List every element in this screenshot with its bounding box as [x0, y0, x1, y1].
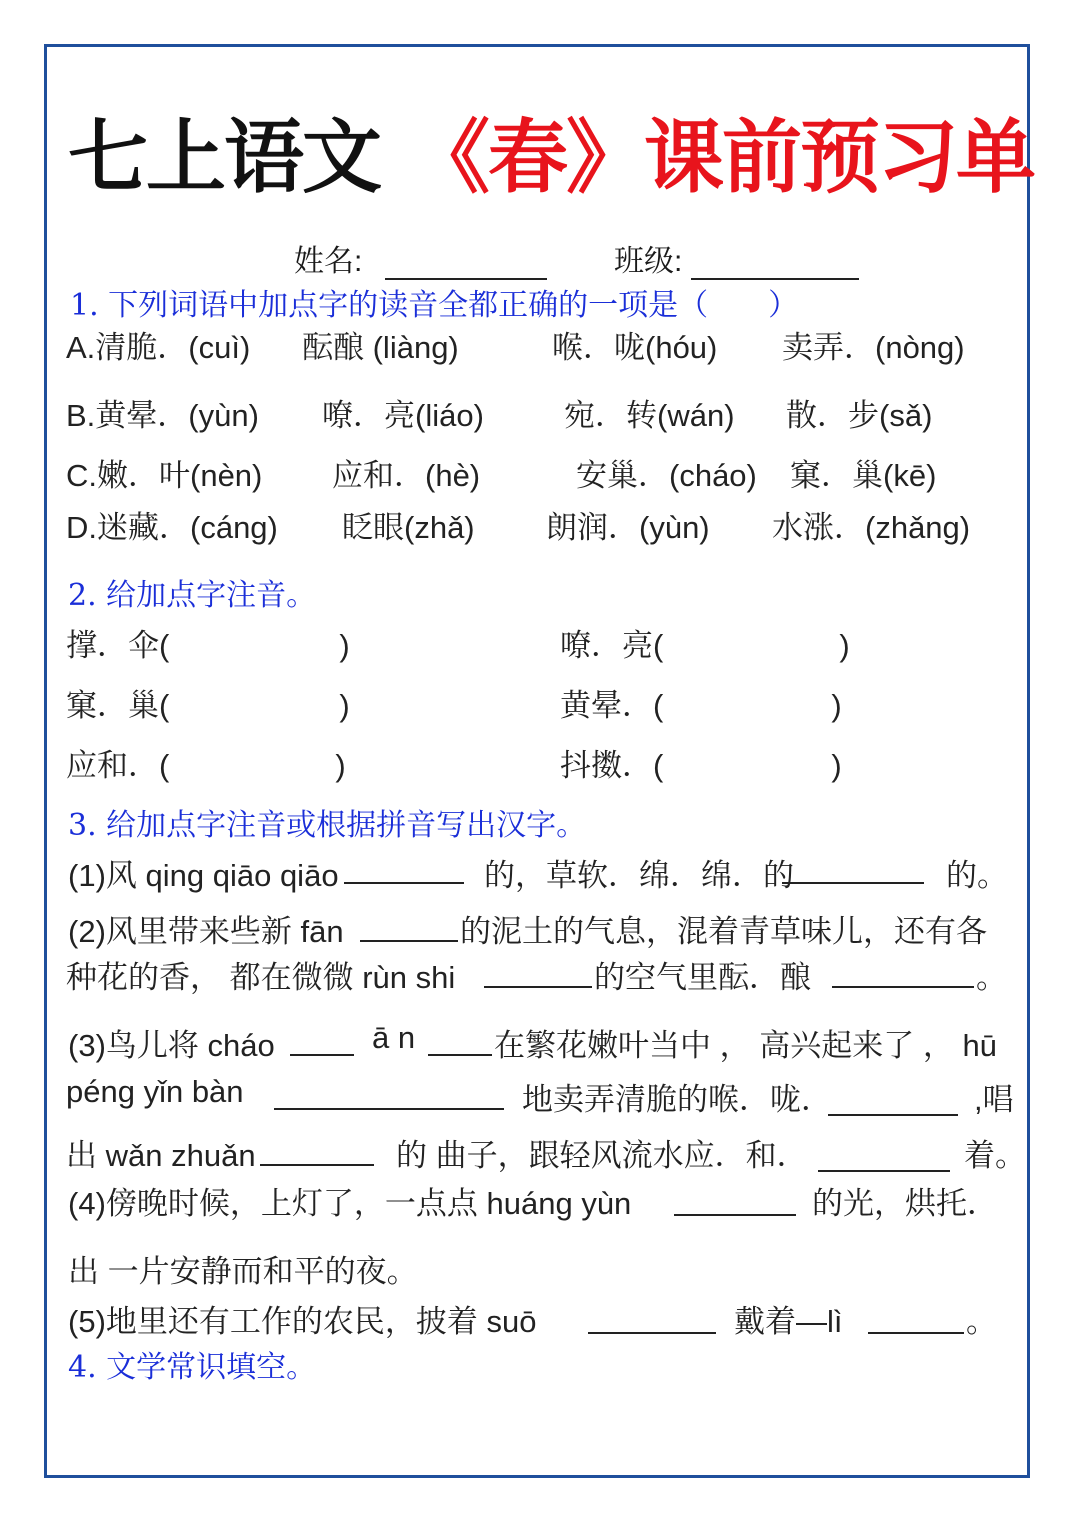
q3-line-9b: 戴着—lì	[734, 1304, 843, 1339]
q1-option-d-1: D.迷藏．(cáng)	[66, 510, 278, 545]
q2-item-1-word: 撑．伞(	[66, 628, 170, 663]
q3-line-6a: 出 wǎn zhuǎn	[66, 1138, 256, 1173]
q3-line-6c: 着。	[964, 1138, 1026, 1173]
q1-option-a-1: A.清脆．(cuì)	[66, 330, 251, 365]
q1-option-c-2: 应和．(hè)	[332, 458, 481, 493]
q1-option-b-4: 散．步(sǎ)	[786, 398, 933, 433]
q3-blank-1[interactable]	[344, 882, 464, 884]
q2-item-2-word: 嘹．亮(	[560, 628, 664, 663]
q3-line-2b: 的泥土的气息，混着青草味儿，还有各	[460, 914, 987, 949]
q1-option-d-2: 眨眼(zhǎ)	[342, 510, 475, 545]
q3-line-9a: (5)地里还有工作的农民，披着 suō	[68, 1304, 537, 1339]
q3-line-2a: (2)风里带来些新 fān	[68, 914, 344, 949]
q1-option-c-1: C.嫩．叶(nèn)	[66, 458, 263, 493]
title-subject: 七上语文	[68, 113, 380, 202]
q3-blank-11[interactable]	[818, 1170, 950, 1172]
q3-blank-7[interactable]	[428, 1054, 492, 1056]
q3-line-7a: (4)傍晚时候，上灯了，一点点 huáng yùn	[68, 1186, 632, 1221]
q3-line-1c: 的。	[946, 858, 1008, 893]
q1-option-b-3: 宛．转(wán)	[564, 398, 735, 433]
q3-line-9c: 。	[966, 1304, 997, 1339]
q3-line-4b: ā n	[372, 1020, 416, 1055]
q3-line-6b: 的 曲子，跟轻风流水应．和．	[396, 1138, 808, 1173]
q1-option-b-1: B.黄晕．(yùn)	[66, 398, 259, 433]
q1-option-d-4: 水涨．(zhǎng)	[772, 510, 971, 545]
q1-option-b-2: 嘹．亮(liáo)	[322, 398, 484, 433]
q2-item-4-close: )	[831, 688, 842, 723]
question-4-heading: 4. 文学常识填空。	[68, 1350, 317, 1385]
class-blank[interactable]	[691, 250, 859, 280]
question-2-heading: 2. 给加点字注音。	[68, 578, 317, 613]
q2-item-5[interactable]	[66, 740, 346, 785]
q2-item-4-word: 黄晕．(	[560, 688, 664, 723]
q3-line-4a: (3)鸟儿将 cháo	[68, 1028, 275, 1063]
q3-line-5a: péng yǐn bàn	[66, 1074, 244, 1109]
q2-item-5-close: )	[335, 748, 346, 783]
q3-line-5b: 地卖弄清脆的喉．咙．	[522, 1082, 832, 1117]
q2-item-3-close: )	[339, 688, 350, 723]
class-field[interactable]	[614, 236, 859, 280]
class-label: 班级:	[614, 245, 683, 278]
q3-blank-4[interactable]	[484, 986, 592, 988]
q2-item-6-close: )	[831, 748, 842, 783]
q3-blank-2[interactable]	[782, 882, 924, 884]
q2-item-6-word: 抖擞．(	[560, 748, 664, 783]
q3-line-3c: 。	[976, 960, 1007, 995]
q3-blank-10[interactable]	[260, 1164, 374, 1166]
q1-option-a-2: 酝酿 (liàng)	[302, 330, 459, 365]
q2-item-4[interactable]	[560, 680, 842, 725]
q3-line-1a: (1)风 qing qiāo qiāo	[68, 858, 339, 893]
q2-item-1-close: )	[339, 628, 350, 663]
name-label: 姓名:	[294, 245, 363, 278]
q3-blank-8[interactable]	[274, 1108, 504, 1110]
q2-item-5-word: 应和．(	[66, 748, 170, 783]
title-lesson: 《春》课前预习单	[410, 113, 1034, 202]
q2-item-1[interactable]	[66, 620, 350, 665]
q3-line-3b: 的空气里酝．酿	[594, 960, 811, 995]
q2-item-6[interactable]	[560, 740, 842, 785]
q3-line-1b: 的，草软．绵．绵．的	[484, 858, 794, 893]
q2-item-3-word: 窠．巢(	[66, 688, 170, 723]
q3-blank-14[interactable]	[868, 1332, 964, 1334]
q3-blank-5[interactable]	[832, 986, 974, 988]
q3-line-3a: 种花的香， 都在微微 rùn shi	[66, 960, 456, 995]
question-1-heading: 1. 下列词语中加点字的读音全都正确的一项是（ ）	[70, 288, 799, 323]
q3-line-4c: 在繁花嫩叶当中 ， 高兴起来了 ， hū	[494, 1028, 997, 1063]
q1-option-c-4: 窠．巢(kē)	[790, 458, 937, 493]
name-blank[interactable]	[385, 250, 547, 280]
q3-line-8: 出 一片安静而和平的夜。	[68, 1254, 418, 1289]
q3-line-7b: 的光，烘托．	[812, 1186, 998, 1221]
q1-option-c-3: 安巢．(cháo)	[576, 458, 757, 493]
name-field[interactable]	[294, 236, 547, 280]
question-3-heading: 3. 给加点字注音或根据拼音写出汉字。	[68, 808, 587, 843]
q3-blank-6[interactable]	[290, 1054, 354, 1056]
q3-blank-3[interactable]	[360, 940, 458, 942]
q1-option-a-3: 喉．咙(hóu)	[552, 330, 718, 365]
q2-item-3[interactable]	[66, 680, 350, 725]
q3-blank-9[interactable]	[828, 1114, 958, 1116]
q1-option-a-4: 卖弄．(nòng)	[782, 330, 965, 365]
q2-item-2[interactable]	[560, 620, 850, 665]
q2-item-2-close: )	[839, 628, 850, 663]
q3-blank-12[interactable]	[674, 1214, 796, 1216]
q3-line-5c: ,唱	[974, 1082, 1014, 1117]
q1-option-d-3: 朗润．(yùn)	[546, 510, 710, 545]
q3-blank-13[interactable]	[588, 1332, 716, 1334]
